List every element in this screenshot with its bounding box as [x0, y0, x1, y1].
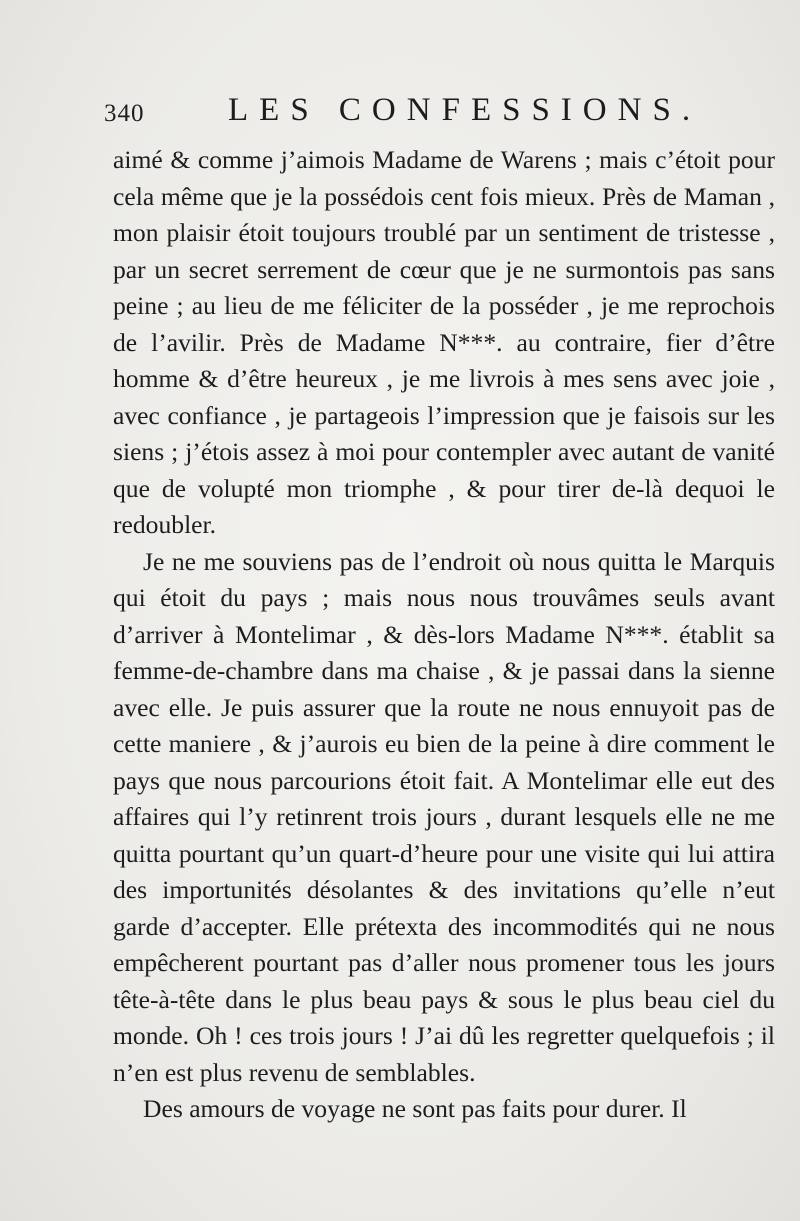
running-head — [104, 86, 744, 136]
running-title: LES CONFESSIONS. — [228, 92, 702, 128]
paragraph: Je ne me souviens pas de l’endroit où nous quitta le Marquis qui étoit du pays ; mais nous nous trouvâmes seuls avant d’arriver à Montelimar , & dès-lors Madame N***. établit sa femme-de-chambre dans ma chaise , & je passai dans la sienne avec elle. Je puis assurer que la route ne nous ennuyoit pas de cette maniere , & j’aurois eu bien de la peine à dire comment le pays que nous parcourions étoit fait. A Montelimar elle eut des affaires qui l’y retinrent trois jours , durant lesquels elle ne me quitta pourtant qu’un quart-d’heure pour une visite qui lui attira des importunités désolantes & des invitations qu’elle n’eut garde d’accepter. Elle prétexta des incommodités qui ne nous empêcherent pourtant pas d’aller nous promener tous les jours tête-à-tête dans le plus beau pays & sous le plus beau ciel du monde. Oh ! ces trois jours ! J’ai dû les regretter quelquefois ; il n’en est plus revenu de semblables. — [113, 546, 775, 1087]
paragraph: Des amours de voyage ne sont pas faits pour durer. Il — [143, 1094, 687, 1123]
paragraph-continued: aimé & comme j’aimois Madame de Warens ; mais c’étoit pour cela même que je la possédois cent fois mieux. Près de Maman , mon plaisir étoit toujours troublé par un sentiment de tristesse , par un secret serrement de cœur que je ne surmontois pas sans peine ; au lieu de me féliciter de la posséder , je me reprochois de l’avilir. Près de Madame N***. au contraire, fier d’être homme & d’être heureux , je me livrois à mes sens avec joie , avec confiance , je partageois l’impression que je faisois sur les siens ; j’étois assez à moi pour contempler avec autant de vanité que de volupté mon triomphe , & pour tirer de-là dequoi le redoubler. — [113, 145, 775, 539]
page-body — [113, 142, 775, 1128]
page-number: 340 — [104, 100, 145, 127]
